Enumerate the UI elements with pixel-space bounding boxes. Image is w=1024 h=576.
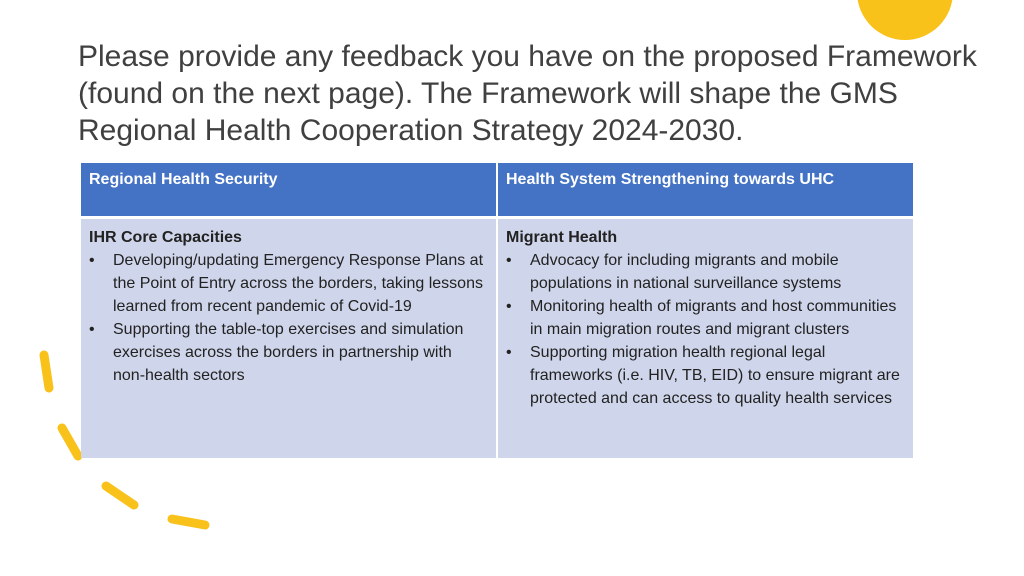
dash-segment: [106, 486, 134, 505]
cell-health-system-strengthening: [497, 218, 913, 459]
bullet-list: [89, 249, 488, 387]
list-item: [506, 341, 905, 410]
column-header-regional-health-security: Regional Health Security: [81, 163, 497, 218]
dash-segment: [172, 519, 205, 525]
list-item-text: Supporting migration health regional legal frameworks (i.e. HIV, TB, EID) to ensure migrant are protected and can access to quality health services: [530, 344, 900, 407]
table-row: [81, 218, 913, 459]
list-item-text: Advocacy for including migrants and mobile populations in national surveillance systems: [530, 252, 842, 292]
column-header-health-system-strengthening: Health System Strengthening towards UHC: [497, 163, 913, 218]
list-item: [89, 249, 488, 318]
dash-segment: [62, 428, 78, 456]
list-item: [506, 295, 905, 341]
section-title-migrant-health: Migrant Health: [506, 229, 618, 246]
table-header-row: [81, 163, 913, 218]
list-item: [89, 318, 488, 387]
list-item: [506, 249, 905, 295]
bullet-icon: •: [89, 321, 95, 338]
cell-regional-health-security: [81, 218, 497, 459]
list-item-text: Supporting the table-top exercises and simulation exercises across the borders in partnership with non-health sectors: [113, 321, 464, 384]
bullet-icon: •: [506, 252, 512, 269]
bullet-icon: •: [89, 252, 95, 269]
framework-table: [81, 163, 913, 458]
slide-title: Please provide any feedback you have on the proposed Framework (found on the next page). The Framework will shape the GMS Regional Health Cooperation Strategy 2024-2030.: [78, 40, 977, 147]
section-title-ihr-core-capacities: IHR Core Capacities: [89, 229, 242, 246]
bullet-icon: •: [506, 344, 512, 361]
bullet-icon: •: [506, 298, 512, 315]
list-item-text: Monitoring health of migrants and host communities in main migration routes and migrant clusters: [530, 298, 897, 338]
list-item-text: Developing/updating Emergency Response Plans at the Point of Entry across the borders, taking lessons learned from recent pandemic of Covid-19: [113, 252, 484, 315]
dash-segment: [44, 355, 49, 388]
bullet-list: [506, 249, 905, 410]
